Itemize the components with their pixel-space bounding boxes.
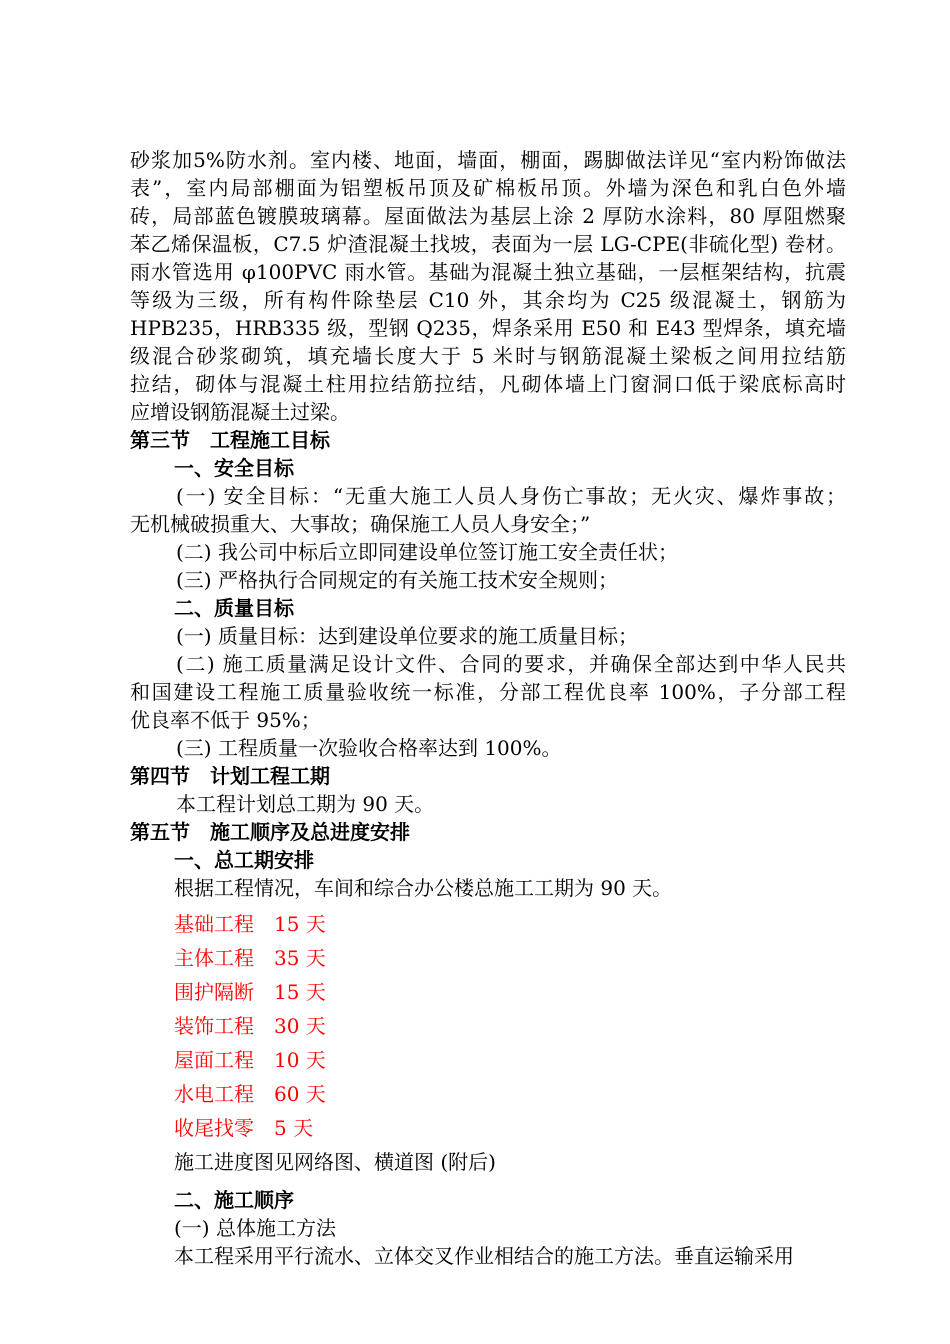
schedule-item: 主体工程 35 天 bbox=[174, 946, 326, 970]
paragraph-line: 雨水管选用 φ100PVC 雨水管。基础为混凝土独立基础，一层框架结构，抗震 bbox=[130, 260, 846, 284]
schedule-item: 基础工程 15 天 bbox=[174, 912, 326, 936]
list-item: (一) 质量目标：达到建设单位要求的施工质量目标； bbox=[176, 624, 638, 648]
subsection-heading: 二、施工顺序 bbox=[174, 1188, 294, 1212]
list-item: (一) 总体施工方法 bbox=[174, 1216, 336, 1240]
list-item: (三) 严格执行合同规定的有关施工技术安全规则； bbox=[176, 568, 618, 592]
paragraph-line: 砂浆加5%防水剂。室内楼、地面，墙面，棚面，踢脚做法详见“室内粉饰做法 bbox=[130, 148, 846, 172]
schedule-item: 围护隔断 15 天 bbox=[174, 980, 326, 1004]
subsection-heading: 一、总工期安排 bbox=[174, 848, 314, 872]
paragraph-line: 级混合砂浆砌筑，填充墙长度大于 5 米时与钢筋混凝土梁板之间用拉结筋 bbox=[130, 344, 846, 368]
schedule-item: 装饰工程 30 天 bbox=[174, 1014, 326, 1038]
list-item-continuation: 和国建设工程施工质量验收统一标准，分部工程优良率 100%，子分部工程 bbox=[130, 680, 846, 704]
section-heading: 第三节 工程施工目标 bbox=[130, 428, 330, 452]
list-item: (一) 安全目标：“无重大施工人员人身伤亡事故；无火灾、爆炸事故； bbox=[176, 484, 846, 508]
body-text: 本工程采用平行流水、立体交叉作业相结合的施工方法。垂直运输采用 bbox=[174, 1244, 794, 1268]
schedule-item: 收尾找零 5 天 bbox=[174, 1116, 314, 1140]
subsection-heading: 一、安全目标 bbox=[174, 456, 294, 480]
section-heading: 第五节 施工顺序及总进度安排 bbox=[130, 820, 410, 844]
paragraph-line: 应增设钢筋混凝土过梁。 bbox=[130, 400, 350, 424]
body-text: 根据工程情况，车间和综合办公楼总施工工期为 90 天。 bbox=[174, 876, 673, 900]
paragraph-line: 苯乙烯保温板，C7.5 炉渣混凝土找坡，表面为一层 LG-CPE(非硫化型) 卷材。 bbox=[130, 232, 846, 256]
schedule-item: 水电工程 60 天 bbox=[174, 1082, 326, 1106]
list-item-continuation: 无机械破损重大、大事故；确保施工人员人身安全；” bbox=[130, 512, 591, 536]
list-item: (三) 工程质量一次验收合格率达到 100%。 bbox=[176, 736, 562, 760]
paragraph-line: 拉结，砌体与混凝土柱用拉结筋拉结，凡砌体墙上门窗洞口低于梁底标高时 bbox=[130, 372, 846, 396]
list-item: (二) 施工质量满足设计文件、合同的要求，并确保全部达到中华人民共 bbox=[176, 652, 846, 676]
body-text: 本工程计划总工期为 90 天。 bbox=[176, 792, 435, 816]
schedule-item: 屋面工程 10 天 bbox=[174, 1048, 326, 1072]
paragraph-line: HPB235，HRB335 级，型钢 Q235，焊条采用 E50 和 E43 型焊条，填充墙 bbox=[130, 316, 846, 340]
section-heading: 第四节 计划工程工期 bbox=[130, 764, 330, 788]
list-item-continuation: 优良率不低于 95%； bbox=[130, 708, 321, 732]
paragraph-line: 等级为三级，所有构件除垫层 C10 外，其余均为 C25 级混凝土，钢筋为 bbox=[130, 288, 846, 312]
subsection-heading: 二、质量目标 bbox=[174, 596, 294, 620]
body-text: 施工进度图见网络图、横道图 (附后) bbox=[174, 1150, 496, 1174]
paragraph-line: 砖，局部蓝色镀膜玻璃幕。屋面做法为基层上涂 2 厚防水涂料，80 厚阻燃聚 bbox=[130, 204, 846, 228]
paragraph-line: 表”，室内局部棚面为铝塑板吊顶及矿棉板吊顶。外墙为深色和乳白色外墙 bbox=[130, 176, 846, 200]
list-item: (二) 我公司中标后立即同建设单位签订施工安全责任状； bbox=[176, 540, 678, 564]
